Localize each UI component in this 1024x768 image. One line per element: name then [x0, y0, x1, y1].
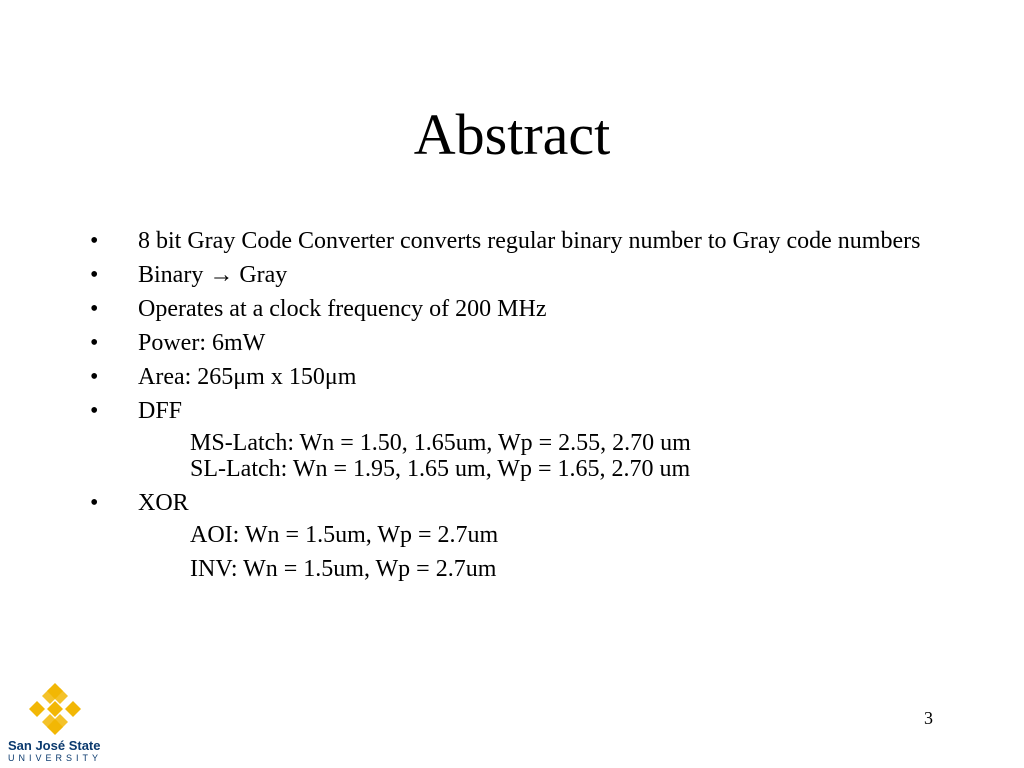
bullet-text: Power: 6mW	[138, 330, 266, 356]
bullet-marker: •	[90, 296, 99, 322]
bullet-marker: •	[90, 398, 99, 424]
bullet-marker: •	[90, 490, 99, 516]
sjsu-diamond-logo-icon	[28, 682, 82, 736]
dff-ms-latch: MS-Latch: Wn = 1.50, 1.65um, Wp = 2.55, 2.70 um	[190, 430, 691, 456]
bullet-marker: •	[90, 364, 99, 390]
slide-title: Abstract	[413, 102, 611, 167]
slide-content	[80, 228, 940, 590]
bullet-text: XOR	[138, 490, 189, 516]
bullet-text: 8 bit Gray Code Converter converts regular binary number to Gray code numbers	[138, 228, 921, 254]
page-number: 3	[924, 708, 933, 728]
bullet-text: DFF	[138, 398, 183, 424]
bullet-text: Area: 265μm x 150μm	[138, 364, 357, 390]
dff-sl-latch: SL-Latch: Wn = 1.95, 1.65 um, Wp = 1.65, 2.70 um	[190, 456, 691, 482]
logo-university: UNIVERSITY	[8, 753, 103, 763]
bullet-item	[80, 330, 940, 356]
dff-details	[80, 430, 940, 482]
bullet-item	[80, 490, 940, 516]
xor-inv: INV: Wn = 1.5um, Wp = 2.7um	[190, 556, 497, 582]
bullet-item	[80, 364, 940, 390]
bullet-text: Binary → Gray	[138, 262, 288, 288]
bullet-item	[80, 398, 940, 424]
logo-name: San José State	[8, 738, 101, 753]
xor-aoi: AOI: Wn = 1.5um, Wp = 2.7um	[190, 522, 499, 548]
bullet-marker: •	[90, 228, 99, 254]
bullet-marker: •	[90, 262, 99, 288]
bullet-item	[80, 228, 940, 254]
university-logo	[8, 682, 104, 763]
bullet-item	[80, 262, 940, 288]
bullet-marker: •	[90, 330, 99, 356]
bullet-item	[80, 296, 940, 322]
bullet-text: Operates at a clock frequency of 200 MHz	[138, 296, 547, 322]
